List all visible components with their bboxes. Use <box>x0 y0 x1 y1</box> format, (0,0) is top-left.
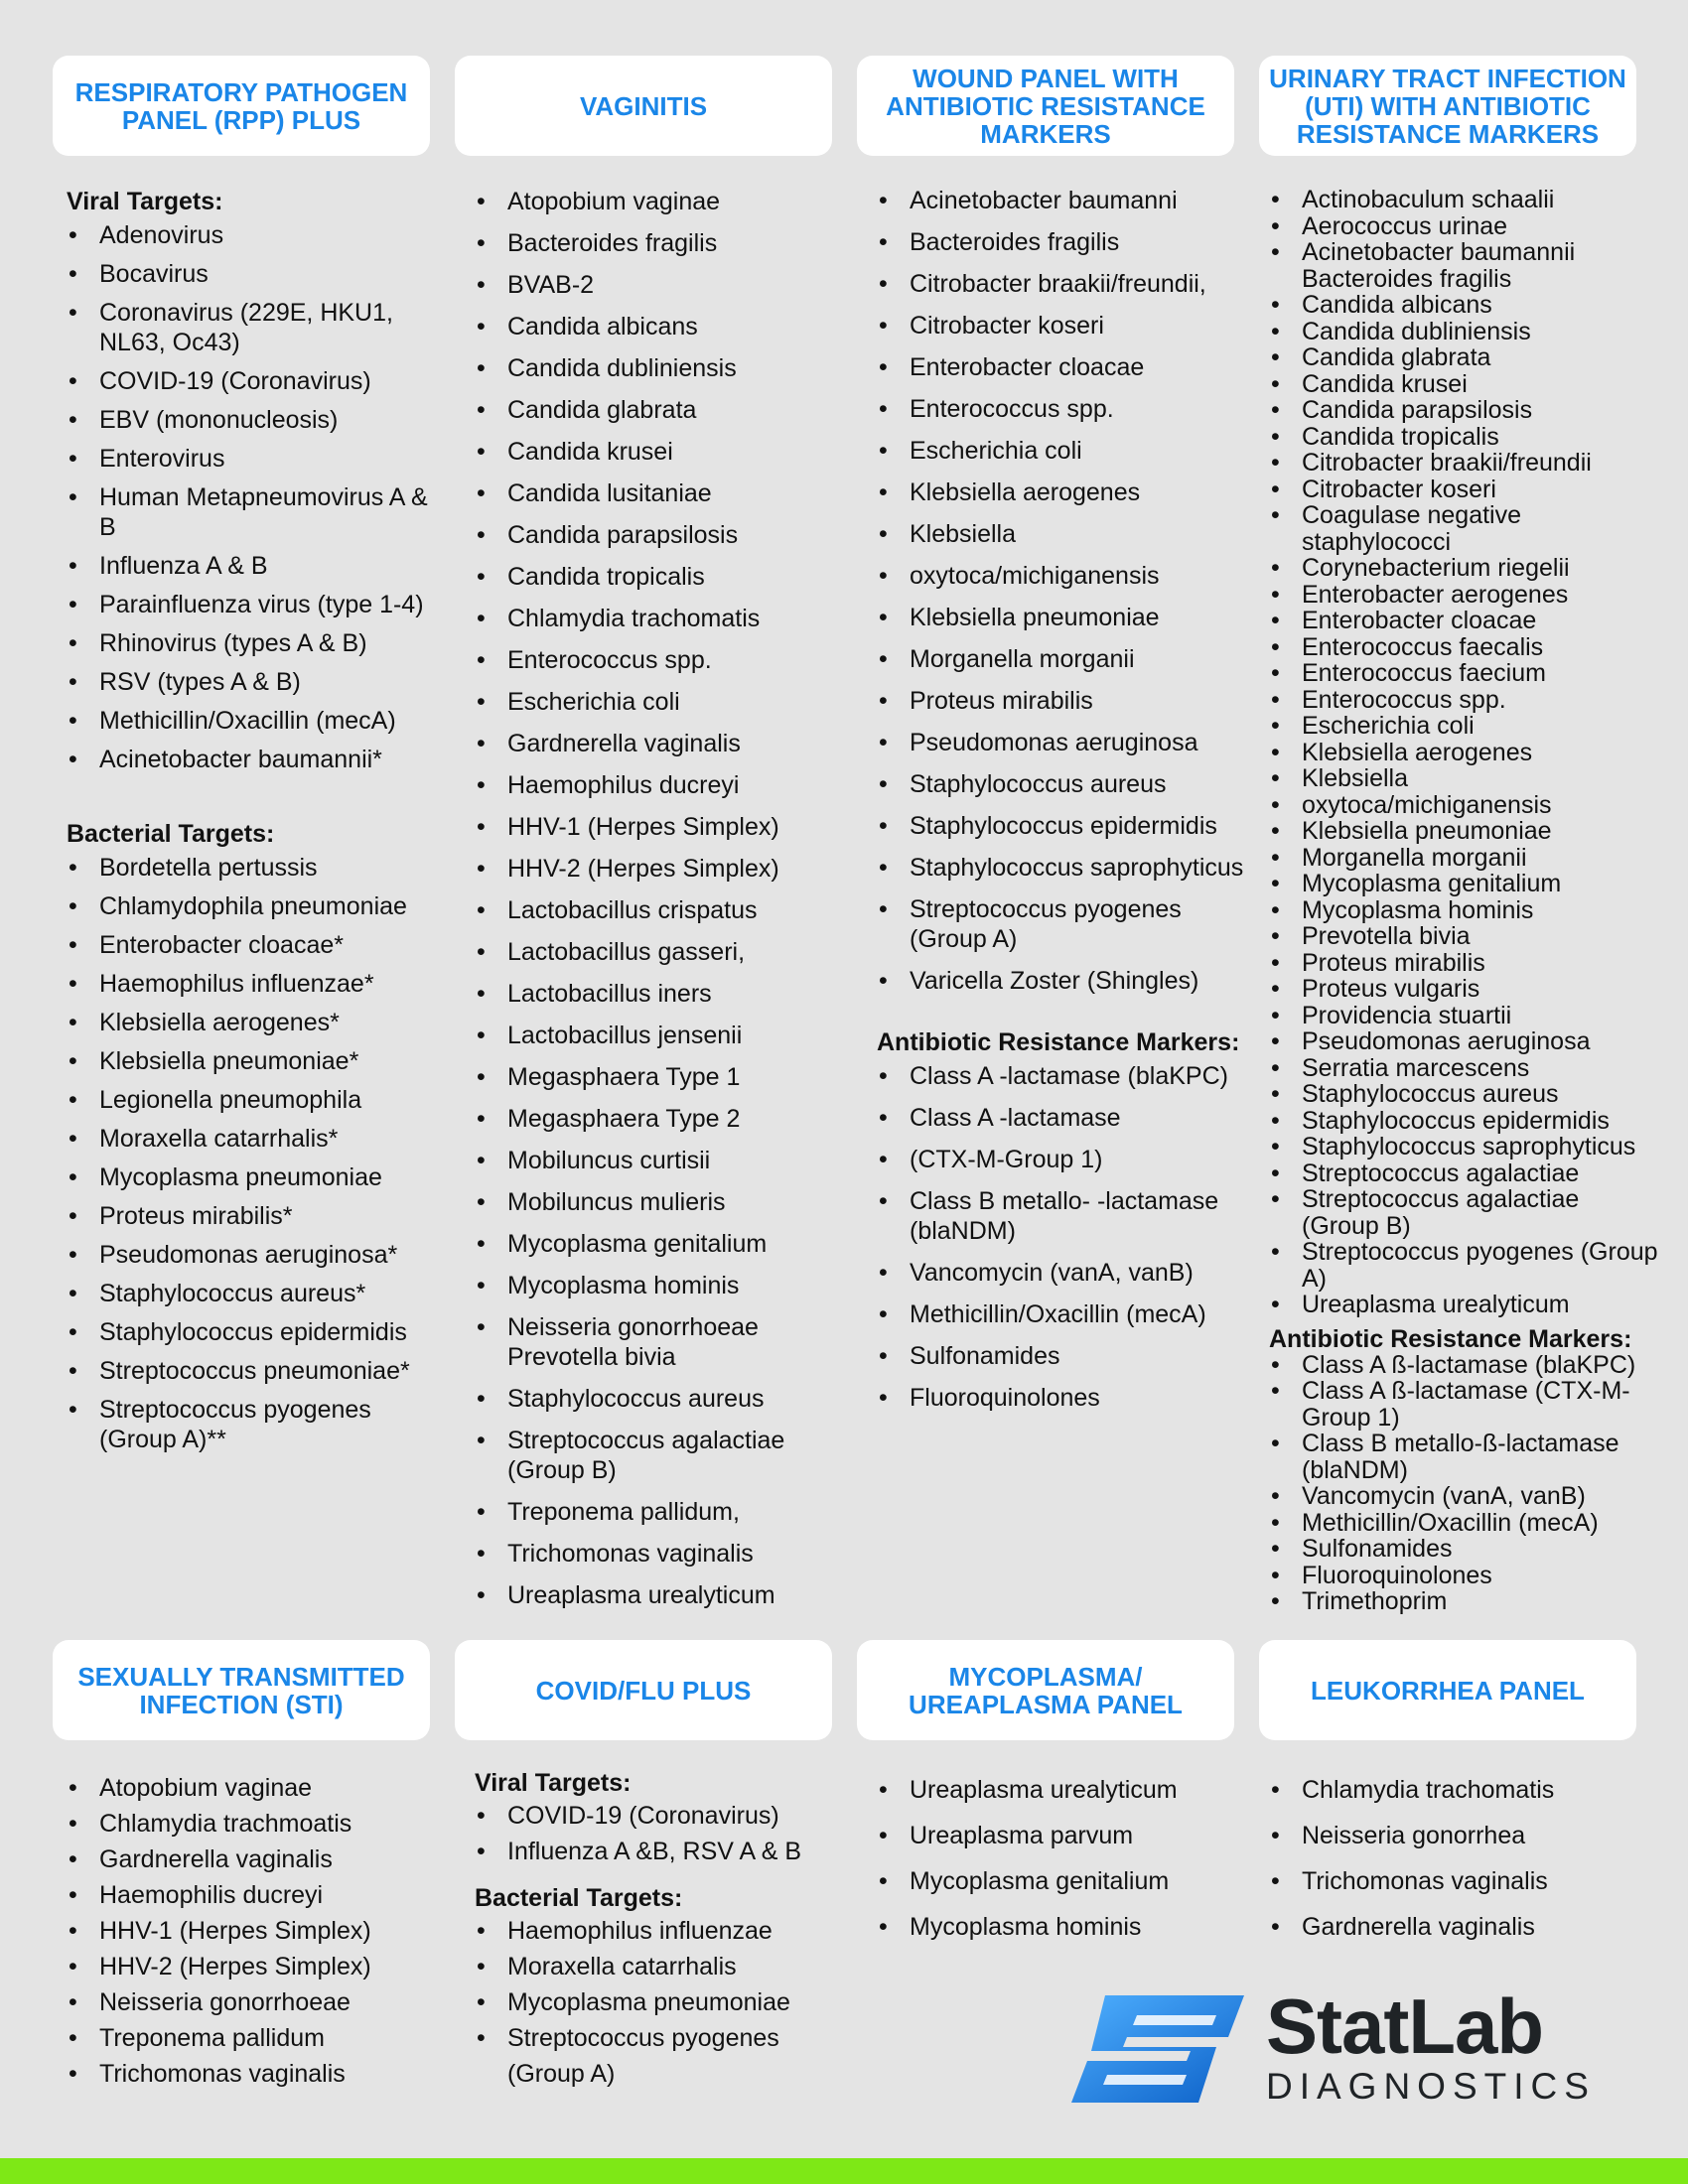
brand-tagline: DIAGNOSTICS <box>1266 2066 1596 2107</box>
list-item: • Methicillin/Oxacillin (mecA) <box>877 1299 1249 1329</box>
list-item: • Staphylococcus saprophyticus <box>877 853 1249 883</box>
list-item: • Trichomonas vaginalis <box>67 2056 439 2092</box>
list-item: • Klebsiella aerogenes <box>1269 740 1661 766</box>
list-item: • Proteus vulgaris <box>1269 976 1661 1003</box>
list-item: • Staphylococcus aureus <box>1269 1081 1661 1108</box>
wound-resistance-list <box>877 1061 1249 1413</box>
list-item: • Klebsiella pneumoniae <box>1269 818 1661 845</box>
list-item: • Ureaplasma urealyticum <box>475 1580 847 1610</box>
list-item: • Vancomycin (vanA, vanB) <box>1269 1483 1661 1510</box>
list-item: • Moraxella catarrhalis* <box>67 1124 439 1154</box>
list-item: • Citrobacter braakii/freundii, <box>877 269 1249 299</box>
list-item: • Chlamydia trachmoatis <box>67 1806 439 1842</box>
list-item: • Coagulase negative staphylococci <box>1269 502 1661 555</box>
list-item: • Klebsiella <box>877 519 1249 549</box>
list-item: • Candida glabrata <box>475 395 847 425</box>
list-item: • Mycoplasma hominis <box>877 1907 1249 1948</box>
list-item: • Mycoplasma genitalium <box>1269 871 1661 897</box>
list-item: • Vancomycin (vanA, vanB) <box>877 1258 1249 1288</box>
list-item: • Aerococcus urinae <box>1269 213 1661 240</box>
list-item: • Neisseria gonorrhea <box>1269 1816 1661 1856</box>
list-item: • (CTX-M-Group 1) <box>877 1145 1249 1174</box>
wound-resistance-label: Antibiotic Resistance Markers: <box>877 1028 1240 1056</box>
covid-column <box>475 1768 847 2092</box>
list-item: • Mycoplasma genitalium <box>877 1861 1249 1902</box>
list-item: • Megasphaera Type 2 <box>475 1104 847 1134</box>
list-item: • Enterobacter cloacae <box>1269 608 1661 634</box>
list-item: • Proteus mirabilis* <box>67 1201 439 1231</box>
list-item: • Treponema pallidum <box>67 2020 439 2056</box>
statlab-s-icon <box>1067 1985 1246 2115</box>
list-item: • Gardnerella vaginalis <box>67 1842 439 1877</box>
list-item: • Morganella morganii <box>877 644 1249 674</box>
list-item: • RSV (types A & B) <box>67 667 439 697</box>
list-item: • Enterobacter cloacae* <box>67 930 439 960</box>
list-item: • Candida krusei <box>475 437 847 467</box>
uti-column <box>1269 187 1661 1615</box>
list-item: • Candida krusei <box>1269 371 1661 398</box>
list-item: • Haemophilis ducreyi <box>67 1877 439 1913</box>
list-item: • Acinetobacter baumannii* <box>67 745 439 774</box>
list-item: • Candida albicans <box>1269 292 1661 319</box>
list-item: • Treponema pallidum, <box>475 1497 847 1527</box>
mycoplasma-list <box>877 1770 1249 1948</box>
list-item: • Escherichia coli <box>1269 713 1661 740</box>
list-item: • Chlamydia trachomatis <box>1269 1770 1661 1811</box>
list-item: • Ureaplasma urealyticum <box>877 1770 1249 1811</box>
list-item: • Klebsiella aerogenes* <box>67 1008 439 1037</box>
list-item: • Proteus mirabilis <box>1269 950 1661 977</box>
list-item: • HHV-1 (Herpes Simplex) <box>67 1913 439 1949</box>
list-item: • Staphylococcus saprophyticus <box>1269 1134 1661 1160</box>
list-item: • Acinetobacter baumannii Bacteroides fragilis <box>1269 239 1661 292</box>
list-item: • Fluoroquinolones <box>877 1383 1249 1413</box>
list-item: • Mobiluncus mulieris <box>475 1187 847 1217</box>
list-item: • Class A ß-lactamase (CTX-M-Group 1) <box>1269 1378 1661 1431</box>
list-item: • Mobiluncus curtisii <box>475 1146 847 1175</box>
list-item: • Adenovirus <box>67 220 439 250</box>
list-item: • Moraxella catarrhalis <box>475 1949 847 1984</box>
list-item: • Atopobium vaginae <box>67 1770 439 1806</box>
list-item: • Serratia marcescens <box>1269 1055 1661 1082</box>
list-item: • Parainfluenza virus (type 1-4) <box>67 590 439 619</box>
list-item: • Class A -lactamase <box>877 1103 1249 1133</box>
rpp-viral-label: Viral Targets: <box>67 188 223 215</box>
wound-list <box>877 186 1249 996</box>
list-item: • Candida parapsilosis <box>475 520 847 550</box>
uti-list <box>1269 187 1661 1318</box>
list-item: • Corynebacterium riegelii <box>1269 555 1661 582</box>
list-item: • Proteus mirabilis <box>877 686 1249 716</box>
rpp-bacterial-label: Bacterial Targets: <box>67 820 275 848</box>
list-item: • Gardnerella vaginalis <box>475 729 847 758</box>
list-item: • Morganella morganii <box>1269 845 1661 872</box>
wound-column <box>877 186 1249 1425</box>
list-item: • Citrobacter koseri <box>877 311 1249 341</box>
list-item: • Lactobacillus jensenii <box>475 1021 847 1050</box>
list-item: • Staphylococcus aureus* <box>67 1279 439 1308</box>
list-item: • Candida dubliniensis <box>1269 319 1661 345</box>
list-item: • COVID-19 (Coronavirus) <box>67 366 439 396</box>
list-item: • Haemophilus ducreyi <box>475 770 847 800</box>
list-item: • Legionella pneumophila <box>67 1085 439 1115</box>
uti-resistance-label: Antibiotic Resistance Markers: <box>1269 1324 1632 1353</box>
list-item: • Lactobacillus gasseri, <box>475 937 847 967</box>
list-item: • Streptococcus agalactiae (Group B) <box>475 1426 847 1485</box>
list-item: • Trimethoprim <box>1269 1588 1661 1615</box>
list-item: • Lactobacillus crispatus <box>475 895 847 925</box>
list-item: • Megasphaera Type 1 <box>475 1062 847 1092</box>
list-item: • Pseudomonas aeruginosa* <box>67 1240 439 1270</box>
list-item: • Mycoplasma hominis <box>1269 897 1661 924</box>
list-item: • Streptococcus agalactiae <box>1269 1160 1661 1187</box>
list-item: • Mycoplasma genitalium <box>475 1229 847 1259</box>
header-leukorrhea: LEUKORRHEA PANEL <box>1259 1640 1636 1740</box>
list-item: • Methicillin/Oxacillin (mecA) <box>67 706 439 736</box>
list-item: • Influenza A & B <box>67 551 439 581</box>
list-item: • Streptococcus pneumoniae* <box>67 1356 439 1386</box>
statlab-logo <box>1067 1982 1604 2119</box>
list-item: • Klebsiella <box>1269 765 1661 792</box>
header-mycoplasma: MYCOPLASMA/ UREAPLASMA PANEL <box>857 1640 1234 1740</box>
list-item: • Trichomonas vaginalis <box>1269 1861 1661 1902</box>
header-vaginitis: VAGINITIS <box>455 56 832 156</box>
list-item: • Citrobacter braakii/freundii <box>1269 450 1661 477</box>
list-item: • Influenza A &B, RSV A & B <box>475 1834 847 1869</box>
list-item: • Atopobium vaginae <box>475 187 847 216</box>
list-item: • Human Metapneumovirus A & B <box>67 482 439 542</box>
list-item: • Mycoplasma hominis <box>475 1271 847 1300</box>
covid-bacterial-label: Bacterial Targets: <box>475 1884 683 1912</box>
list-item: • Chlamydia trachomatis <box>475 604 847 633</box>
list-item: • Staphylococcus epidermidis <box>1269 1108 1661 1135</box>
header-covid-flu: COVID/FLU PLUS <box>455 1640 832 1740</box>
leukorrhea-list <box>1269 1770 1661 1948</box>
list-item: • Actinobaculum schaalii <box>1269 187 1661 213</box>
list-item: • Streptococcus pyogenes (Group A)** <box>67 1395 439 1454</box>
vaginitis-column <box>475 187 847 1622</box>
list-item: • Gardnerella vaginalis <box>1269 1907 1661 1948</box>
list-item: • Enterococcus faecium <box>1269 660 1661 687</box>
list-item: • Neisseria gonorrhoeae Prevotella bivia <box>475 1312 847 1372</box>
list-item: • Fluoroquinolones <box>1269 1563 1661 1589</box>
list-item: • Enterovirus <box>67 444 439 474</box>
mycoplasma-column <box>877 1770 1249 1953</box>
list-item: • Candida glabrata <box>1269 344 1661 371</box>
list-item: • Bocavirus <box>67 259 439 289</box>
list-item: • Staphylococcus aureus <box>475 1384 847 1414</box>
list-item: • Streptococcus pyogenes (Group A) <box>1269 1239 1661 1292</box>
vaginitis-list <box>475 187 847 1610</box>
rpp-bacterial-list <box>67 853 439 1454</box>
list-item: • Methicillin/Oxacillin (mecA) <box>1269 1510 1661 1537</box>
covid-viral-list <box>475 1798 847 1869</box>
list-item: • COVID-19 (Coronavirus) <box>475 1798 847 1834</box>
list-item: • Staphylococcus aureus <box>877 769 1249 799</box>
list-item: • EBV (mononucleosis) <box>67 405 439 435</box>
list-item: • Enterococcus spp. <box>877 394 1249 424</box>
list-item: • Rhinovirus (types A & B) <box>67 628 439 658</box>
list-item: • Pseudomonas aeruginosa <box>877 728 1249 757</box>
list-item: • Acinetobacter baumanni <box>877 186 1249 215</box>
list-item: • Candida tropicalis <box>475 562 847 592</box>
uti-resistance-list <box>1269 1352 1661 1615</box>
list-item: • Streptococcus agalactiae (Group B) <box>1269 1186 1661 1239</box>
list-item: • Chlamydophila pneumoniae <box>67 891 439 921</box>
list-item: • Escherichia coli <box>475 687 847 717</box>
header-uti: URINARY TRACT INFECTION (UTI) WITH ANTIBIOTIC RESISTANCE MARKERS <box>1259 56 1636 156</box>
leukorrhea-column <box>1269 1770 1661 1953</box>
list-item: • Staphylococcus epidermidis <box>67 1317 439 1347</box>
list-item: • Streptococcus pyogenes (Group A) <box>475 2020 847 2092</box>
list-item: • Class B metallo-ß-lactamase (blaNDM) <box>1269 1431 1661 1483</box>
list-item: • Bacteroides fragilis <box>877 227 1249 257</box>
list-item: • HHV-2 (Herpes Simplex) <box>67 1949 439 1984</box>
covid-viral-label: Viral Targets: <box>475 1769 632 1797</box>
list-item: • Coronavirus (229E, HKU1, NL63, Oc43) <box>67 298 439 357</box>
list-item: • Providencia stuartii <box>1269 1003 1661 1029</box>
list-item: • Candida parapsilosis <box>1269 397 1661 424</box>
list-item: • oxytoca/michiganensis <box>1269 792 1661 819</box>
list-item: • Citrobacter koseri <box>1269 477 1661 503</box>
sti-list <box>67 1770 439 2092</box>
list-item: • Sulfonamides <box>1269 1536 1661 1563</box>
list-item: • Bordetella pertussis <box>67 853 439 883</box>
list-item: • Ureaplasma urealyticum <box>1269 1292 1661 1318</box>
header-wound: WOUND PANEL WITH ANTIBIOTIC RESISTANCE MARKERS <box>857 56 1234 156</box>
list-item: • Bacteroides fragilis <box>475 228 847 258</box>
list-item: • Enterobacter aerogenes <box>1269 582 1661 609</box>
list-item: • Trichomonas vaginalis <box>475 1539 847 1569</box>
list-item: • Sulfonamides <box>877 1341 1249 1371</box>
list-item: • Class A ß-lactamase (blaKPC) <box>1269 1352 1661 1379</box>
list-item: • Varicella Zoster (Shingles) <box>877 966 1249 996</box>
list-item: • Neisseria gonorrhoeae <box>67 1984 439 2020</box>
list-item: • Streptococcus pyogenes (Group A) <box>877 894 1249 954</box>
list-item: • HHV-1 (Herpes Simplex) <box>475 812 847 842</box>
list-item: • Candida lusitaniae <box>475 478 847 508</box>
list-item: • HHV-2 (Herpes Simplex) <box>475 854 847 884</box>
list-item: • Mycoplasma pneumoniae <box>67 1162 439 1192</box>
footer-bar <box>0 2158 1688 2184</box>
list-item: • Enterococcus faecalis <box>1269 634 1661 661</box>
covid-bacterial-list <box>475 1913 847 2092</box>
list-item: • Pseudomonas aeruginosa <box>1269 1028 1661 1055</box>
list-item: • Class A -lactamase (blaKPC) <box>877 1061 1249 1091</box>
list-item: • Klebsiella aerogenes <box>877 478 1249 507</box>
list-item: • Ureaplasma parvum <box>877 1816 1249 1856</box>
list-item: • Candida albicans <box>475 312 847 341</box>
list-item: • Mycoplasma pneumoniae <box>475 1984 847 2020</box>
list-item: • Prevotella bivia <box>1269 923 1661 950</box>
list-item: • Klebsiella pneumoniae* <box>67 1046 439 1076</box>
rpp-viral-list <box>67 220 439 774</box>
header-rpp: RESPIRATORY PATHOGEN PANEL (RPP) PLUS <box>53 56 430 156</box>
list-item: • Escherichia coli <box>877 436 1249 466</box>
list-item: • Haemophilus influenzae* <box>67 969 439 999</box>
list-item: • Enterococcus spp. <box>1269 687 1661 714</box>
list-item: • Lactobacillus iners <box>475 979 847 1009</box>
sti-column <box>67 1770 439 2092</box>
list-item: • Class B metallo- -lactamase (blaNDM) <box>877 1186 1249 1246</box>
list-item: • Enterococcus spp. <box>475 645 847 675</box>
list-item: • Candida dubliniensis <box>475 353 847 383</box>
list-item: • Haemophilus influenzae <box>475 1913 847 1949</box>
header-sti: SEXUALLY TRANSMITTED INFECTION (STI) <box>53 1640 430 1740</box>
list-item: • Staphylococcus epidermidis <box>877 811 1249 841</box>
rpp-column <box>67 187 439 1463</box>
list-item: • BVAB-2 <box>475 270 847 300</box>
list-item: • Klebsiella pneumoniae <box>877 603 1249 632</box>
list-item: • Candida tropicalis <box>1269 424 1661 451</box>
list-item: • oxytoca/michiganensis <box>877 561 1249 591</box>
brand-name: StatLab <box>1266 1982 1544 2070</box>
list-item: • Enterobacter cloacae <box>877 352 1249 382</box>
